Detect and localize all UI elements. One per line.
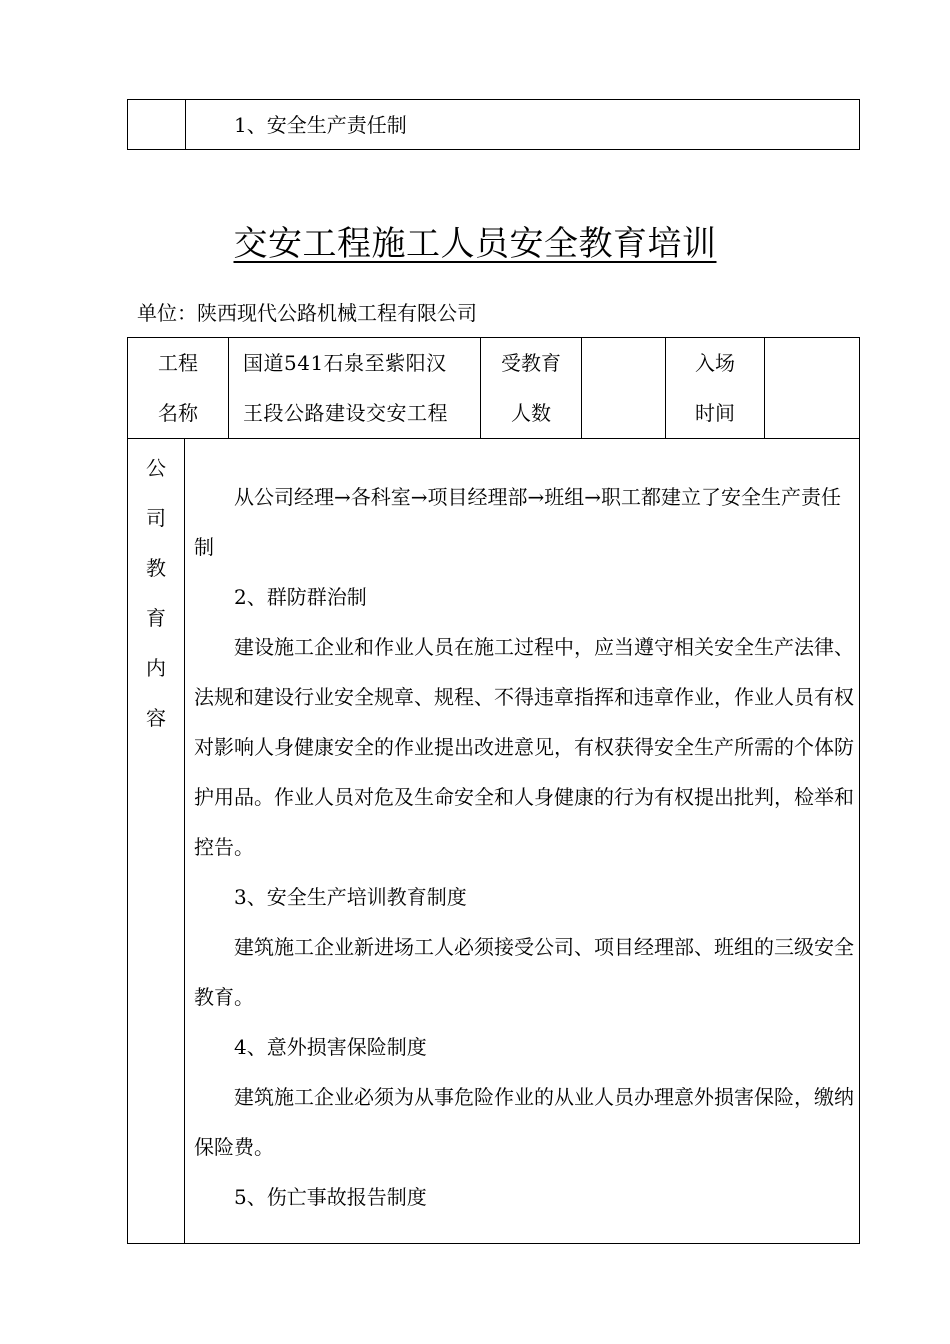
content-paragraph: 建筑施工企业必须为从事危险作业的从业人员办理意外损害保险，缴纳保险费。 (194, 1085, 854, 1159)
header-row (128, 338, 859, 439)
content-heading: 2、群防群治制 (234, 585, 367, 609)
project-label-line1: 工程 (158, 351, 198, 375)
entry-label-cell (666, 338, 765, 438)
side-label-char: 容 (146, 706, 166, 730)
training-table (127, 337, 860, 1244)
entry-label-line2: 时间 (695, 401, 735, 425)
project-label-cell (128, 338, 229, 438)
side-label-vertical (128, 443, 184, 743)
entry-value-cell[interactable] (765, 338, 859, 438)
side-label-char: 育 (146, 606, 166, 630)
content-heading: 4、意外损害保险制度 (234, 1035, 427, 1059)
trainee-label-cell (481, 338, 582, 438)
content-heading: 5、伤亡事故报告制度 (234, 1185, 427, 1209)
content-paragraph: 建设施工企业和作业人员在施工过程中，应当遵守相关安全生产法律、法规和建设行业安全规章、规程、不得违章指挥和违章作业，作业人员有权对影响人身健康安全的作业提出改进意见，有权获得安全生产所需的个体防护用品。作业人员对危及生命安全和人身健康的行为有权提出批判，检举和控告。 (194, 635, 854, 859)
trainee-label-line1: 受教育 (501, 351, 561, 375)
side-label-cell (128, 439, 185, 1243)
title-text: 交安工程施工人员安全教育培训 (233, 224, 717, 264)
project-name-line1: 国道541石泉至紫阳汉 (243, 351, 447, 375)
content-heading: 3、安全生产培训教育制度 (234, 885, 467, 909)
top-table-text: 1、安全生产责任制 (234, 113, 407, 137)
trainee-label-line2: 人数 (511, 401, 551, 425)
unit-line: 单位：陕西现代公路机械工程有限公司 (137, 301, 477, 325)
content-paragraph: 建筑施工企业新进场工人必须接受公司、项目经理部、班组的三级安全教育。 (194, 935, 854, 1009)
side-label-char: 教 (146, 556, 166, 580)
project-name-line2: 王段公路建设交安工程 (243, 401, 448, 425)
page-title (0, 216, 950, 265)
content-paragraph: 从公司经理→各科室→项目经理部→班组→职工都建立了安全生产责任制 (194, 485, 842, 559)
top-table-left-cell (128, 100, 186, 149)
project-name-cell (229, 338, 481, 438)
side-label-char: 公 (146, 456, 166, 480)
content-body (194, 472, 854, 1222)
top-table-fragment (127, 99, 860, 150)
entry-label-line1: 入场 (695, 351, 735, 375)
project-label-line2: 名称 (158, 401, 198, 425)
side-label-char: 内 (146, 656, 166, 680)
trainee-value-cell[interactable] (582, 338, 666, 438)
side-label-char: 司 (146, 506, 166, 530)
